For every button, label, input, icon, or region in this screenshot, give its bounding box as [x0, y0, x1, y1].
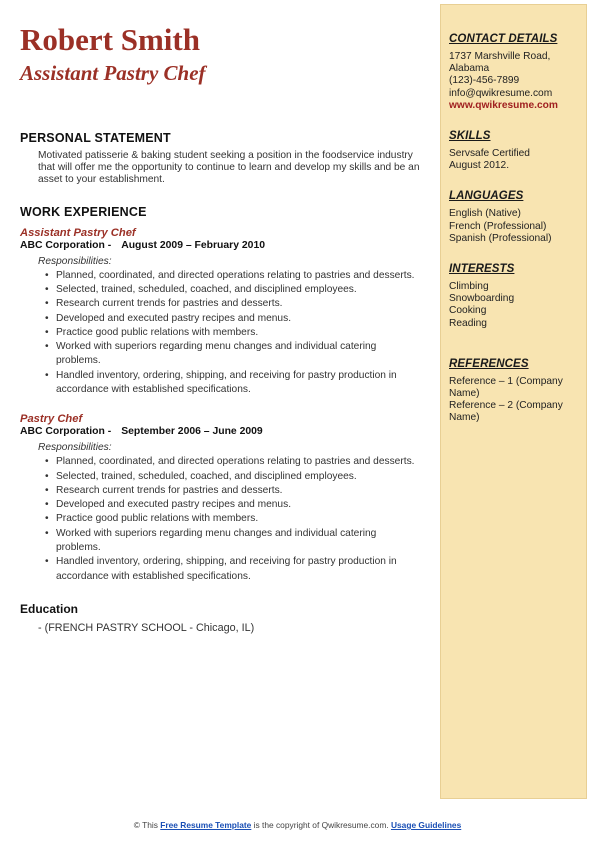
list-item: • Planned, coordinated, and directed operations relating to pastries and desserts. — [56, 455, 420, 469]
job-title: Pastry Chef — [20, 413, 83, 426]
list-item: • Practice good public relations with members. — [56, 512, 420, 526]
list-item: • Practice good public relations with members. — [56, 326, 420, 340]
reference-line: Reference – 1 (Company — [449, 375, 563, 387]
contact-website-link[interactable]: www.qwikresume.com — [449, 99, 558, 111]
usage-guidelines-link[interactable]: Usage Guidelines — [390, 820, 462, 830]
contact-email[interactable]: info@qwikresume.com — [449, 87, 553, 99]
list-item: • Handled inventory, ordering, shipping, and receiving for pastry production in accordance with established specifications. — [56, 369, 420, 398]
reference-line: Name) — [449, 388, 480, 400]
list-item: • Research current trends for pastries and desserts. — [56, 484, 420, 498]
contact-section — [449, 33, 578, 112]
education-section — [20, 602, 420, 634]
free-resume-template-link[interactable]: Free Resume Template — [160, 820, 252, 830]
education-heading: Education — [20, 601, 79, 616]
language-item: French (Professional) — [449, 220, 547, 232]
main-column — [20, 22, 420, 634]
languages-section — [449, 190, 578, 245]
contact-address-line: 1737 Marshville Road, — [449, 51, 551, 62]
job-dates: August 2009 – February 2010 — [121, 239, 266, 251]
references-heading: REFERENCES — [449, 357, 529, 370]
candidate-job-title: Assistant Pastry Chef — [20, 61, 206, 85]
candidate-name: Robert Smith — [20, 22, 200, 57]
contact-address-line: Alabama — [449, 63, 490, 75]
responsibilities-list — [20, 269, 420, 398]
footer — [0, 820, 595, 830]
language-item: English (Native) — [449, 208, 521, 220]
languages-heading: LANGUAGES — [449, 190, 524, 203]
reference-line: Reference – 2 (Company — [449, 400, 563, 412]
footer-middle: is the copyright of Qwikresume.com. — [251, 820, 391, 830]
work-experience-section — [20, 205, 420, 584]
list-item: • Worked with superiors regarding menu changes and individual catering problems. — [56, 527, 420, 556]
work-experience-heading: WORK EXPERIENCE — [20, 204, 147, 219]
list-item: • Handled inventory, ordering, shipping, and receiving for pastry production in accordance with established specifications. — [56, 555, 420, 584]
interests-section — [449, 263, 578, 330]
interests-heading: INTERESTS — [449, 263, 515, 276]
list-item: • Selected, trained, scheduled, coached, and disciplined employees. — [56, 283, 420, 297]
job-dates: September 2006 – June 2009 — [121, 426, 263, 438]
list-item: • Research current trends for pastries and desserts. — [56, 297, 420, 311]
job-meta — [20, 240, 420, 251]
sidebar — [440, 4, 587, 799]
education-entry: - (FRENCH PASTRY SCHOOL - Chicago, IL) — [38, 621, 255, 634]
contact-phone: (123)-456-7899 — [449, 75, 520, 87]
list-item: • Planned, coordinated, and directed operations relating to pastries and desserts. — [56, 269, 420, 283]
footer-prefix: © This — [133, 820, 161, 830]
job-title: Assistant Pastry Chef — [20, 226, 136, 239]
skills-heading: SKILLS — [449, 130, 491, 143]
references-section — [449, 358, 578, 425]
job-company: ABC Corporation - — [20, 239, 112, 251]
job-company: ABC Corporation - — [20, 426, 112, 438]
personal-statement-text: Motivated patisserie & baking student seeking a position in the foodservice industry that will offer me the opportunity to continue to learn and develop my skills and be an asset to your establishment. — [38, 150, 420, 186]
skills-line: Servsafe Certified — [449, 148, 530, 160]
responsibilities-list — [20, 455, 420, 584]
list-item: • Worked with superiors regarding menu changes and individual catering problems. — [56, 340, 420, 369]
interest-item: Reading — [449, 317, 487, 329]
job-meta — [20, 426, 420, 437]
list-item: • Developed and executed pastry recipes and menus. — [56, 312, 420, 326]
interest-item: Climbing — [449, 281, 489, 293]
list-item: • Selected, trained, scheduled, coached, and disciplined employees. — [56, 470, 420, 484]
responsibilities-label: Responsibilities: — [38, 255, 112, 267]
reference-line: Name) — [449, 412, 480, 424]
personal-statement-heading: PERSONAL STATEMENT — [20, 131, 171, 145]
contact-heading: CONTACT DETAILS — [449, 33, 558, 45]
interest-item: Cooking — [449, 305, 487, 317]
list-item: • Developed and executed pastry recipes and menus. — [56, 498, 420, 512]
skills-line: August 2012. — [449, 160, 510, 172]
personal-statement-section — [20, 131, 420, 187]
language-item: Spanish (Professional) — [449, 232, 552, 244]
responsibilities-label: Responsibilities: — [38, 442, 112, 454]
job-entry — [20, 413, 420, 584]
skills-section — [449, 130, 578, 172]
interest-item: Snowboarding — [449, 293, 515, 305]
job-entry — [20, 227, 420, 398]
